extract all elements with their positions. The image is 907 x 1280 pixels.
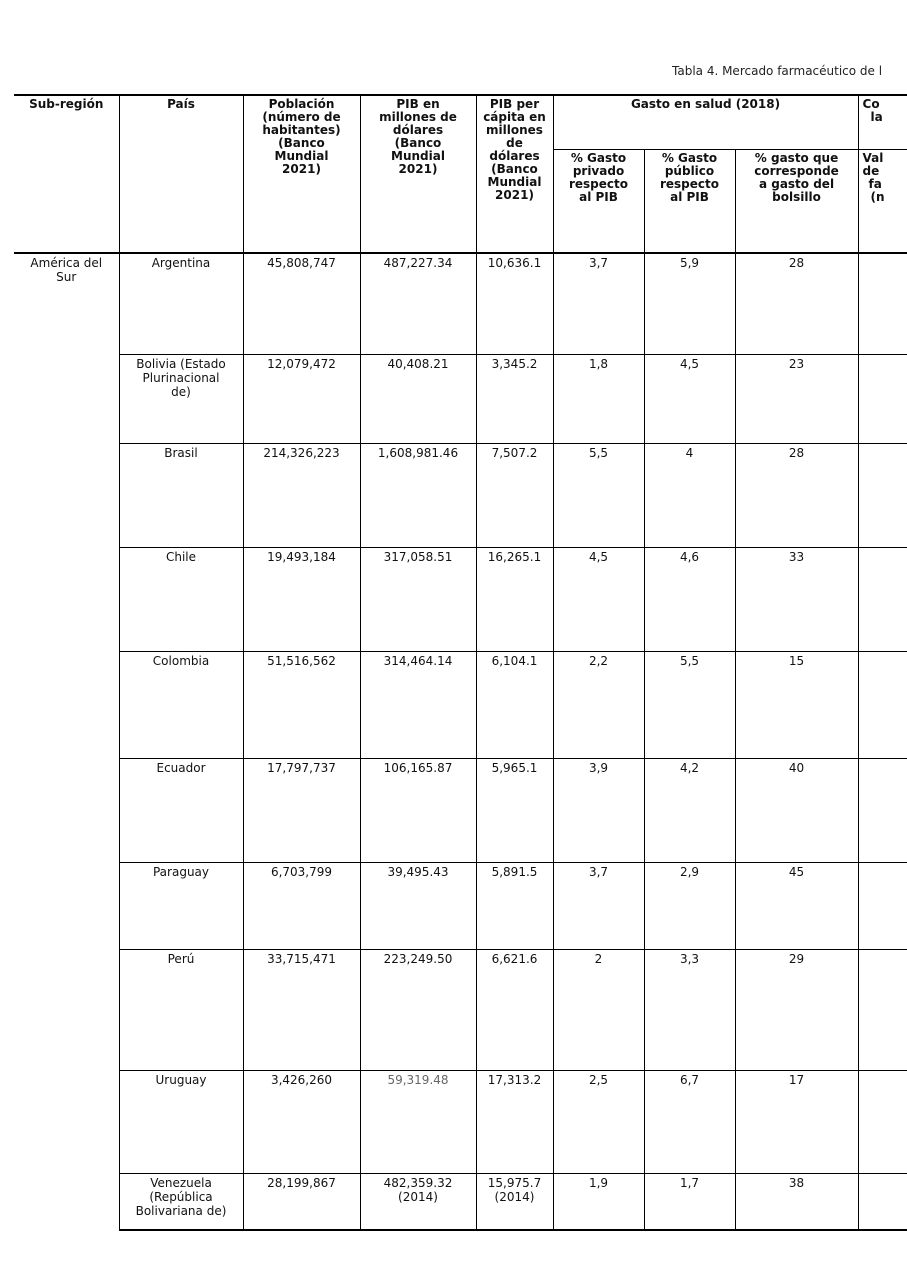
gasto-bolsillo-cell: 29 <box>735 949 858 1070</box>
table-row <box>14 443 907 547</box>
pib-cell: 106,165.87 <box>360 758 476 862</box>
pib-cell: 314,464.14 <box>360 651 476 758</box>
pais-cell: Paraguay <box>119 862 243 949</box>
poblacion-cell: 51,516,562 <box>243 651 360 758</box>
gasto-publico-cell: 5,9 <box>644 253 735 354</box>
gasto-bolsillo-cell: 33 <box>735 547 858 651</box>
pib-cell: 317,058.51 <box>360 547 476 651</box>
pib-cell: 482,359.32 (2014) <box>360 1173 476 1230</box>
gasto-publico-cell: 4,2 <box>644 758 735 862</box>
pib-pc-cell: 7,507.2 <box>476 443 553 547</box>
pib-pc-cell: 5,891.5 <box>476 862 553 949</box>
gasto-bolsillo-cell: 40 <box>735 758 858 862</box>
gasto-publico-cell: 5,5 <box>644 651 735 758</box>
gasto-privado-cell: 3,7 <box>553 862 644 949</box>
pib-pc-cell: 17,313.2 <box>476 1070 553 1173</box>
gasto-bolsillo-cell: 17 <box>735 1070 858 1173</box>
pais-cell: Colombia <box>119 651 243 758</box>
header-gasto-salud: Gasto en salud (2018) <box>553 95 858 149</box>
gasto-privado-cell: 5,5 <box>553 443 644 547</box>
table-caption: Tabla 4. Mercado farmacéutico de l <box>672 64 883 78</box>
gasto-privado-cell: 2,5 <box>553 1070 644 1173</box>
pais-cell: Ecuador <box>119 758 243 862</box>
poblacion-cell: 17,797,737 <box>243 758 360 862</box>
gasto-bolsillo-cell: 38 <box>735 1173 858 1230</box>
pais-cell: Perú <box>119 949 243 1070</box>
gasto-privado-cell: 2,2 <box>553 651 644 758</box>
header-pib-per-capita: PIB per cápita en millones de dólares (Banco Mundial 2021) <box>476 95 553 253</box>
gasto-publico-cell: 4 <box>644 443 735 547</box>
cut-cell <box>858 354 907 443</box>
pib-cell: 223,249.50 <box>360 949 476 1070</box>
table-row <box>14 253 907 354</box>
table-row <box>14 651 907 758</box>
cut-cell <box>858 949 907 1070</box>
header-gasto-publico: % Gasto público respecto al PIB <box>644 149 735 253</box>
pais-cell: Argentina <box>119 253 243 354</box>
gasto-publico-cell: 4,6 <box>644 547 735 651</box>
pais-cell: Brasil <box>119 443 243 547</box>
poblacion-cell: 45,808,747 <box>243 253 360 354</box>
table-row <box>14 1070 907 1173</box>
gasto-privado-cell: 1,9 <box>553 1173 644 1230</box>
cut-cell <box>858 253 907 354</box>
gasto-bolsillo-cell: 28 <box>735 253 858 354</box>
poblacion-cell: 3,426,260 <box>243 1070 360 1173</box>
gasto-privado-cell: 3,7 <box>553 253 644 354</box>
poblacion-cell: 12,079,472 <box>243 354 360 443</box>
cut-cell <box>858 862 907 949</box>
table-row <box>14 354 907 443</box>
gasto-publico-cell: 2,9 <box>644 862 735 949</box>
subregion-cell: América del Sur <box>14 253 119 1230</box>
pharma-market-table <box>14 94 907 1231</box>
cut-cell <box>858 1070 907 1173</box>
pib-pc-cell: 16,265.1 <box>476 547 553 651</box>
pais-cell: Chile <box>119 547 243 651</box>
header-cut-bottom: Val de fa (n <box>858 149 907 253</box>
poblacion-cell: 214,326,223 <box>243 443 360 547</box>
pais-cell: Uruguay <box>119 1070 243 1173</box>
table-row <box>14 547 907 651</box>
pib-cell: 487,227.34 <box>360 253 476 354</box>
gasto-privado-cell: 3,9 <box>553 758 644 862</box>
gasto-publico-cell: 4,5 <box>644 354 735 443</box>
poblacion-cell: 28,199,867 <box>243 1173 360 1230</box>
header-cut-top: Co la <box>858 95 907 149</box>
pais-cell: Bolivia (Estado Plurinacional de) <box>119 354 243 443</box>
header-gasto-bolsillo: % gasto que corresponde a gasto del bolsillo <box>735 149 858 253</box>
gasto-publico-cell: 6,7 <box>644 1070 735 1173</box>
cut-cell <box>858 651 907 758</box>
pib-cell: 39,495.43 <box>360 862 476 949</box>
poblacion-cell: 19,493,184 <box>243 547 360 651</box>
gasto-privado-cell: 2 <box>553 949 644 1070</box>
gasto-publico-cell: 3,3 <box>644 949 735 1070</box>
table-row <box>14 1173 907 1230</box>
poblacion-cell: 33,715,471 <box>243 949 360 1070</box>
header-subregion: Sub-región <box>14 95 119 253</box>
table-row <box>14 862 907 949</box>
header-pib: PIB en millones de dólares (Banco Mundial 2021) <box>360 95 476 253</box>
table-row <box>14 758 907 862</box>
gasto-bolsillo-cell: 23 <box>735 354 858 443</box>
pib-cell: 1,608,981.46 <box>360 443 476 547</box>
pib-pc-cell: 6,104.1 <box>476 651 553 758</box>
header-poblacion: Población (número de habitantes) (Banco Mundial 2021) <box>243 95 360 253</box>
pib-pc-cell: 15,975.7 (2014) <box>476 1173 553 1230</box>
header-gasto-privado: % Gasto privado respecto al PIB <box>553 149 644 253</box>
pib-pc-cell: 10,636.1 <box>476 253 553 354</box>
poblacion-cell: 6,703,799 <box>243 862 360 949</box>
gasto-bolsillo-cell: 45 <box>735 862 858 949</box>
gasto-publico-cell: 1,7 <box>644 1173 735 1230</box>
pais-cell: Venezuela (República Bolivariana de) <box>119 1173 243 1230</box>
cut-cell <box>858 443 907 547</box>
table-row <box>14 949 907 1070</box>
gasto-bolsillo-cell: 28 <box>735 443 858 547</box>
pib-pc-cell: 6,621.6 <box>476 949 553 1070</box>
gasto-bolsillo-cell: 15 <box>735 651 858 758</box>
cut-cell <box>858 758 907 862</box>
gasto-privado-cell: 1,8 <box>553 354 644 443</box>
cut-cell <box>858 1173 907 1230</box>
pib-cell: 40,408.21 <box>360 354 476 443</box>
pib-pc-cell: 3,345.2 <box>476 354 553 443</box>
cut-cell <box>858 547 907 651</box>
pib-cell: 59,319.48 <box>360 1070 476 1173</box>
gasto-privado-cell: 4,5 <box>553 547 644 651</box>
pib-pc-cell: 5,965.1 <box>476 758 553 862</box>
header-pais: País <box>119 95 243 253</box>
